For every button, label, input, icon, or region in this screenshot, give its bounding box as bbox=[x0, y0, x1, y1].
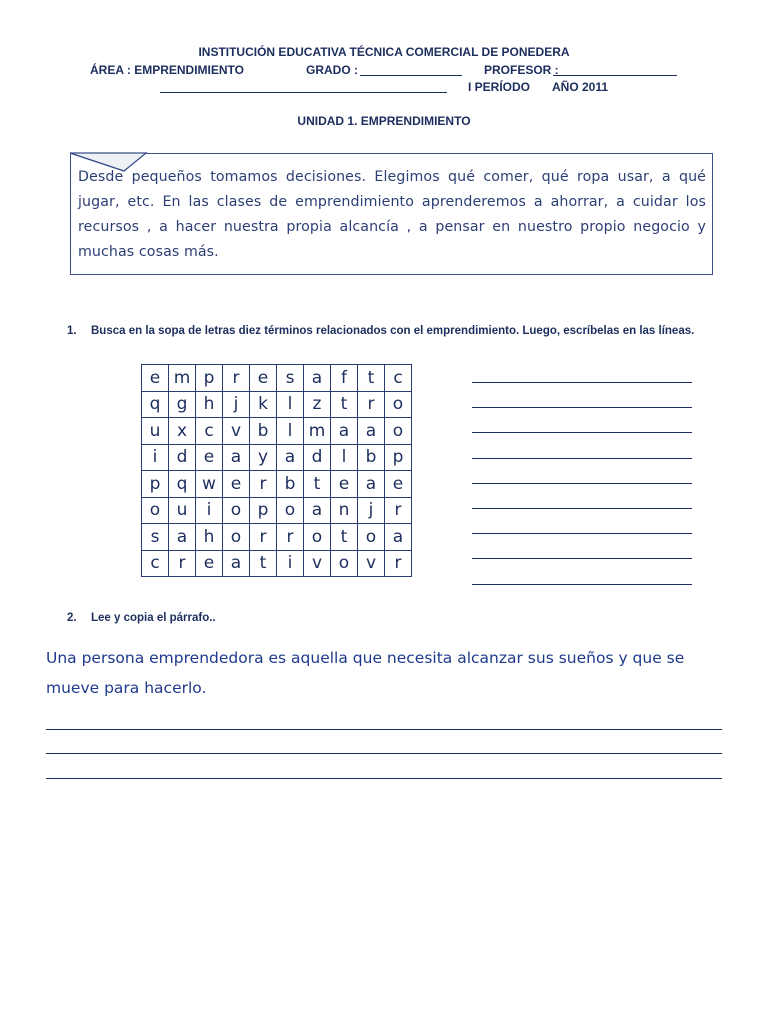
grid-cell[interactable]: e bbox=[385, 471, 412, 498]
grid-cell[interactable]: l bbox=[331, 444, 358, 471]
grid-cell[interactable]: p bbox=[196, 365, 223, 392]
grid-cell[interactable]: x bbox=[169, 418, 196, 445]
grid-cell[interactable]: r bbox=[358, 391, 385, 418]
grid-cell[interactable]: s bbox=[142, 524, 169, 551]
intro-text: Desde pequeños tomamos decisiones. Elegimos qué comer, qué ropa usar, a qué jugar, etc. En las clases de emprendimiento aprenderemos a ahorrar, a cuidar los recursos , a hacer nuestra propia alcancía , a pensar en nuestro propio negocio y muchas cosas más. bbox=[78, 169, 706, 260]
answer-line-9[interactable] bbox=[472, 583, 692, 585]
grid-cell[interactable]: j bbox=[358, 497, 385, 524]
grid-cell[interactable]: i bbox=[142, 444, 169, 471]
grid-cell[interactable]: s bbox=[277, 365, 304, 392]
grid-cell[interactable]: v bbox=[223, 418, 250, 445]
question-2-text: Lee y copia el párrafo.. bbox=[91, 612, 216, 624]
grid-cell[interactable]: h bbox=[196, 524, 223, 551]
grid-cell[interactable]: l bbox=[277, 391, 304, 418]
grid-cell[interactable]: b bbox=[250, 418, 277, 445]
grid-cell[interactable]: n bbox=[331, 497, 358, 524]
answer-line-1[interactable] bbox=[472, 381, 692, 383]
grid-cell[interactable]: p bbox=[250, 497, 277, 524]
grid-cell[interactable]: o bbox=[142, 497, 169, 524]
grid-cell[interactable]: c bbox=[385, 365, 412, 392]
grid-cell[interactable]: t bbox=[331, 391, 358, 418]
grid-cell[interactable]: a bbox=[277, 444, 304, 471]
grid-cell[interactable]: c bbox=[142, 550, 169, 577]
grid-cell[interactable]: d bbox=[304, 444, 331, 471]
periodo-label: I PERÍODO bbox=[468, 80, 531, 94]
grid-cell[interactable]: b bbox=[358, 444, 385, 471]
grid-cell[interactable]: a bbox=[169, 524, 196, 551]
grid-cell[interactable]: t bbox=[304, 471, 331, 498]
grid-cell[interactable]: r bbox=[223, 365, 250, 392]
grid-cell[interactable]: i bbox=[277, 550, 304, 577]
profesor-label: PROFESOR : bbox=[484, 63, 559, 77]
grid-cell[interactable]: t bbox=[358, 365, 385, 392]
word-search-grid bbox=[141, 364, 412, 577]
grid-cell[interactable]: o bbox=[358, 524, 385, 551]
grid-cell[interactable]: q bbox=[169, 471, 196, 498]
grid-cell[interactable]: a bbox=[223, 444, 250, 471]
grid-cell[interactable]: w bbox=[196, 471, 223, 498]
writing-line-3[interactable] bbox=[46, 777, 722, 779]
answer-line-6[interactable] bbox=[472, 507, 692, 509]
unit-title: UNIDAD 1. EMPRENDIMIENTO bbox=[297, 114, 471, 128]
grid-cell[interactable]: t bbox=[331, 524, 358, 551]
grid-cell[interactable]: e bbox=[196, 550, 223, 577]
question-1-number: 1. bbox=[67, 325, 77, 337]
grid-cell[interactable]: v bbox=[304, 550, 331, 577]
grid-cell[interactable]: a bbox=[331, 418, 358, 445]
grid-cell[interactable]: a bbox=[304, 365, 331, 392]
grid-cell[interactable]: q bbox=[142, 391, 169, 418]
grid-cell[interactable]: p bbox=[142, 471, 169, 498]
grid-cell[interactable]: v bbox=[358, 550, 385, 577]
answer-line-5[interactable] bbox=[472, 482, 692, 484]
grid-cell[interactable]: k bbox=[250, 391, 277, 418]
grid-cell[interactable]: e bbox=[250, 365, 277, 392]
answer-line-2[interactable] bbox=[472, 406, 692, 408]
grid-cell[interactable]: e bbox=[196, 444, 223, 471]
grid-cell[interactable]: o bbox=[223, 497, 250, 524]
grado-blank[interactable] bbox=[360, 63, 462, 76]
anio-label: AÑO 2011 bbox=[552, 80, 609, 94]
grid-cell[interactable]: o bbox=[277, 497, 304, 524]
grid-row bbox=[142, 391, 412, 418]
grid-cell[interactable]: e bbox=[142, 365, 169, 392]
grid-cell[interactable]: a bbox=[358, 418, 385, 445]
copy-paragraph: Una persona emprendedora es aquella que necesita alcanzar sus sueños y que se mueve para hacerlo. bbox=[46, 649, 685, 697]
grid-cell[interactable]: r bbox=[385, 550, 412, 577]
grid-cell[interactable]: a bbox=[223, 550, 250, 577]
grado-label: GRADO : bbox=[306, 63, 358, 77]
grid-cell[interactable]: y bbox=[250, 444, 277, 471]
grid-cell[interactable]: a bbox=[358, 471, 385, 498]
grid-cell[interactable]: d bbox=[169, 444, 196, 471]
writing-line-2[interactable] bbox=[46, 752, 722, 754]
answer-line-8[interactable] bbox=[472, 557, 692, 559]
grid-cell[interactable]: r bbox=[385, 497, 412, 524]
name-blank[interactable] bbox=[160, 80, 447, 93]
grid-cell[interactable]: z bbox=[304, 391, 331, 418]
grid-row bbox=[142, 444, 412, 471]
grid-cell[interactable]: p bbox=[385, 444, 412, 471]
grid-cell[interactable]: e bbox=[331, 471, 358, 498]
grid-row bbox=[142, 550, 412, 577]
grid-cell[interactable]: o bbox=[331, 550, 358, 577]
grid-cell[interactable]: o bbox=[385, 391, 412, 418]
profesor-blank[interactable] bbox=[553, 63, 677, 76]
grid-row bbox=[142, 471, 412, 498]
grid-cell[interactable]: u bbox=[169, 497, 196, 524]
grid-cell[interactable]: j bbox=[223, 391, 250, 418]
grid-cell[interactable]: m bbox=[304, 418, 331, 445]
grid-cell[interactable]: r bbox=[250, 524, 277, 551]
grid-cell[interactable]: a bbox=[304, 497, 331, 524]
grid-cell[interactable]: o bbox=[385, 418, 412, 445]
grid-cell[interactable]: f bbox=[331, 365, 358, 392]
question-1-text: Busca en la sopa de letras diez términos relacionados con el emprendimiento. Luego, escríbelas en las líneas. bbox=[91, 325, 695, 337]
answer-line-3[interactable] bbox=[472, 431, 692, 433]
grid-cell[interactable]: r bbox=[277, 524, 304, 551]
grid-cell[interactable]: b bbox=[277, 471, 304, 498]
institution-title: INSTITUCIÓN EDUCATIVA TÉCNICA COMERCIAL DE PONEDERA bbox=[198, 45, 570, 59]
grid-cell[interactable]: u bbox=[142, 418, 169, 445]
grid-cell[interactable]: o bbox=[304, 524, 331, 551]
question-2-number: 2. bbox=[67, 612, 77, 624]
grid-cell[interactable]: r bbox=[250, 471, 277, 498]
grid-row bbox=[142, 365, 412, 392]
grid-cell[interactable]: h bbox=[196, 391, 223, 418]
grid-row bbox=[142, 497, 412, 524]
grid-cell[interactable]: g bbox=[169, 391, 196, 418]
grid-cell[interactable]: o bbox=[223, 524, 250, 551]
question-1 bbox=[67, 325, 694, 337]
grid-row bbox=[142, 418, 412, 445]
answer-line-7[interactable] bbox=[472, 532, 692, 534]
grid-cell[interactable]: c bbox=[196, 418, 223, 445]
area-label: ÁREA : EMPRENDIMIENTO bbox=[90, 63, 245, 77]
grid-cell[interactable]: r bbox=[169, 550, 196, 577]
grid-cell[interactable]: m bbox=[169, 365, 196, 392]
grid-cell[interactable]: e bbox=[223, 471, 250, 498]
question-2 bbox=[67, 612, 216, 624]
grid-cell[interactable]: i bbox=[196, 497, 223, 524]
grid-cell[interactable]: a bbox=[385, 524, 412, 551]
answer-line-4[interactable] bbox=[472, 457, 692, 459]
writing-line-1[interactable] bbox=[46, 728, 722, 730]
grid-row bbox=[142, 524, 412, 551]
grid-cell[interactable]: l bbox=[277, 418, 304, 445]
grid-cell[interactable]: t bbox=[250, 550, 277, 577]
